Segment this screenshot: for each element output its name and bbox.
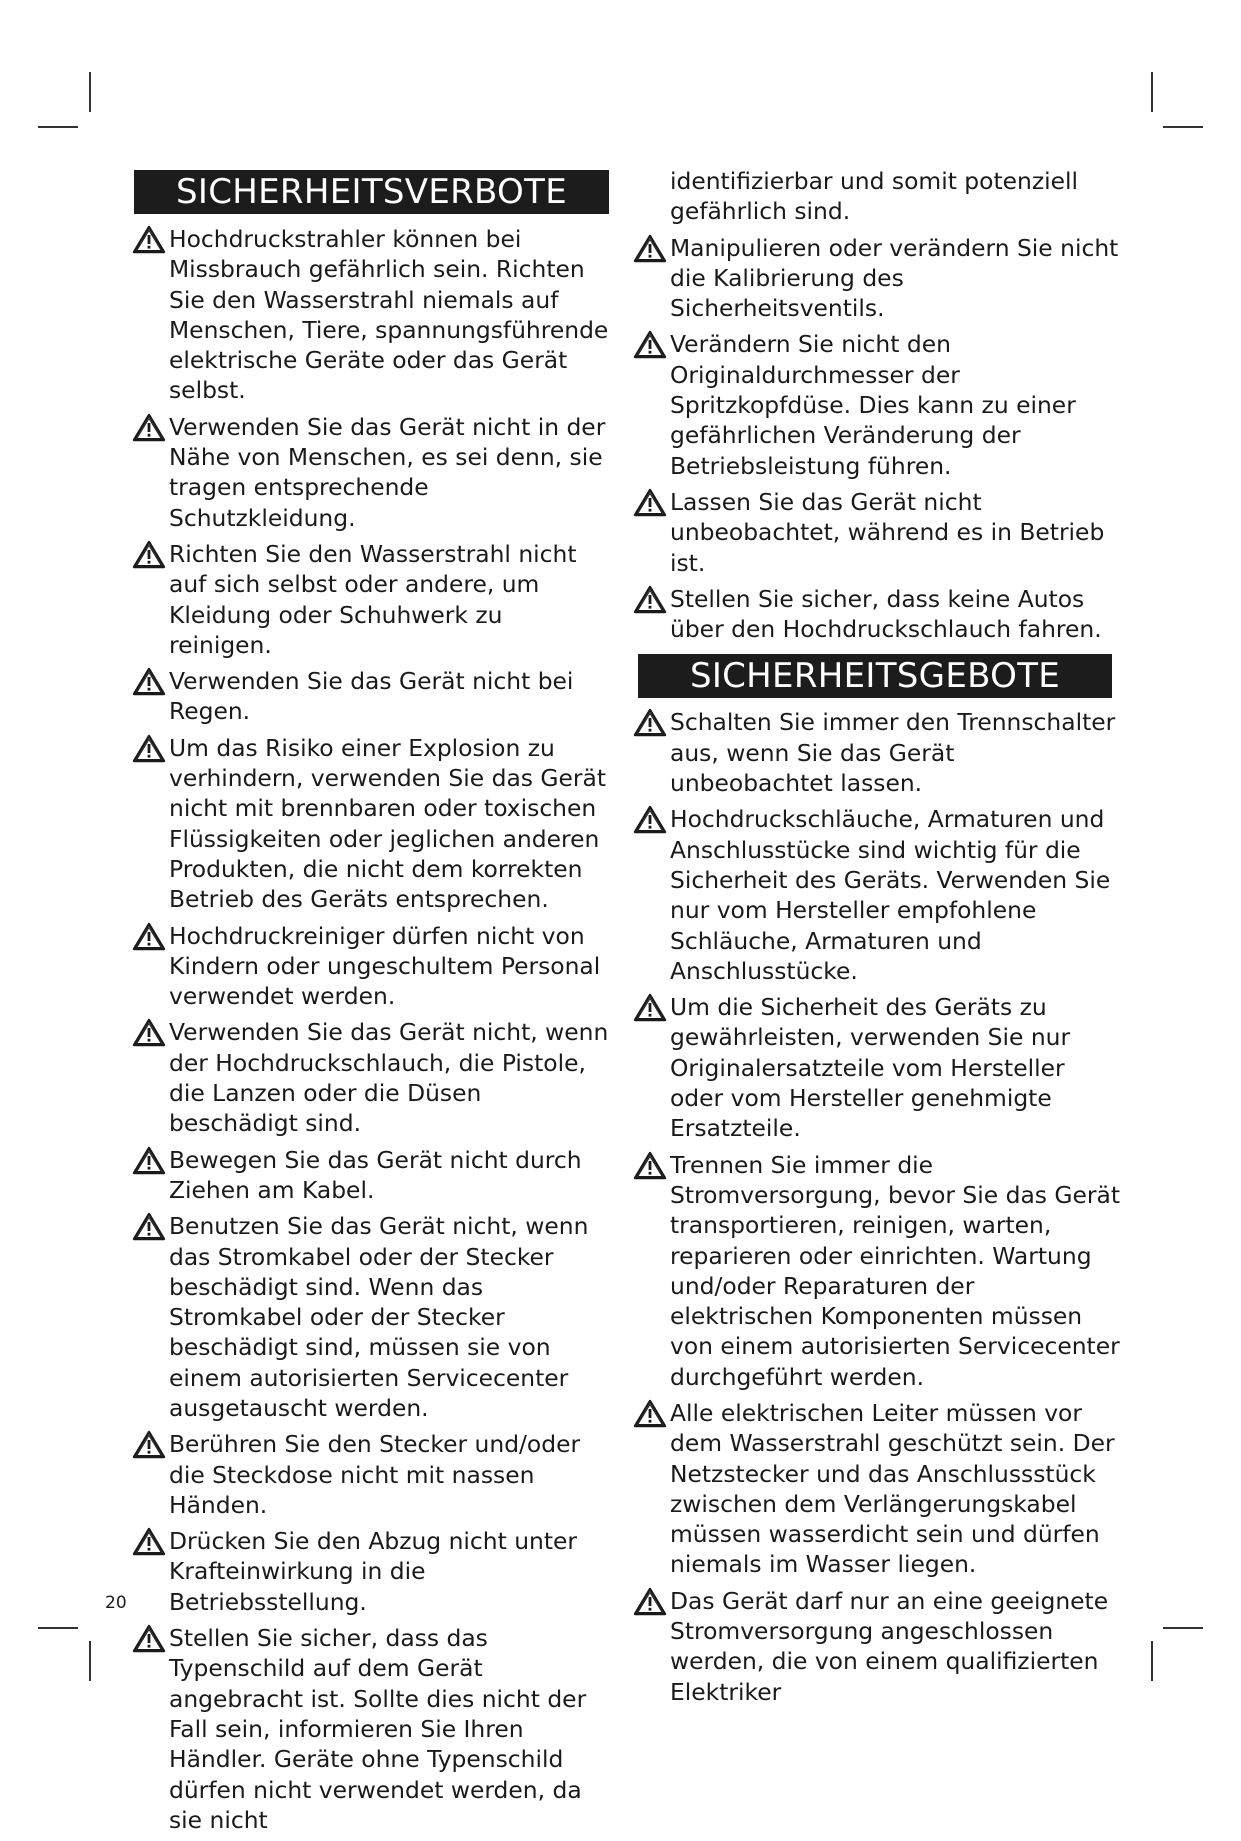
warning-item [633,1586,1123,1707]
warning-text: Verwenden Sie das Gerät nicht in der Nähe von Menschen, es sei denn, sie tragen entsprechende Schutzkleidung. [169,412,606,532]
warning-item [132,1145,612,1206]
crop-mark [89,72,91,112]
warning-text: Bewegen Sie das Gerät nicht durch Ziehen am Kabel. [169,1145,582,1204]
crop-mark [38,126,78,128]
warning-icon [633,805,667,835]
crop-mark [1151,72,1153,112]
warning-item [132,1526,612,1617]
warning-icon [633,585,667,615]
continuation-text: identifizierbar und somit potenziell gefährlich sind. [670,167,1079,226]
warning-text: Hochdruckstrahler können bei Missbrauch gefährlich sein. Richten Sie den Wasserstrahl niemals auf Menschen, Tiere, spannungsführende elektrische Geräte oder das Gerät selbst. [169,225,609,405]
warning-icon [132,225,166,255]
warning-item [132,1211,612,1423]
left-column [132,162,612,1841]
warning-text: Hochdruckreiniger dürfen nicht von Kindern oder ungeschultem Personal verwendet werden. [169,921,601,1011]
warning-icon [633,1587,667,1617]
warning-icon [132,1624,166,1654]
warning-icon [633,234,667,264]
warning-item [633,329,1123,480]
warning-text: Um die Sicherheit des Geräts zu gewährleisten, verwenden Sie nur Originalersatzteile vom Hersteller oder vom Hersteller genehmigte Ersatzteile. [670,993,1071,1143]
warning-icon [132,667,166,697]
page-number: 20 [105,1593,127,1613]
warning-icon [633,708,667,738]
crop-mark [1163,1627,1203,1629]
warning-item [633,804,1123,986]
warning-text: Schalten Sie immer den Trennschalter aus, wenn Sie das Gerät unbeobachtet lassen. [670,708,1116,798]
warning-item [132,1429,612,1520]
warning-text: Richten Sie den Wasserstrahl nicht auf sich selbst oder andere, um Kleidung oder Schuhwerk zu reinigen. [169,539,577,659]
section-title-gebote: SICHERHEITSGEBOTE [638,654,1112,698]
warning-text: Benutzen Sie das Gerät nicht, wenn das Stromkabel oder der Stecker beschädigt sind. Wenn das Stromkabel oder der Stecker beschädigt sind, müssen sie von einem autorisierten Servicecenter ausgetauscht werden. [169,1212,589,1422]
warning-text: Verändern Sie nicht den Originaldurchmesser der Spritzkopfdüse. Dies kann zu einer gefährlichen Veränderung der Betriebsleistung führen. [670,330,1076,480]
warning-icon [132,1430,166,1460]
warning-text: Stellen Sie sicher, dass das Typenschild auf dem Gerät angebracht ist. Sollte dies nicht der Fall sein, informieren Sie Ihren Händler. Geräte ohne Typenschild dürfen nicht verwendet werden, da sie nicht [169,1624,587,1834]
warning-icon [633,1399,667,1429]
warning-text: Hochdruckschläuche, Armaturen und Anschlusstücke sind wichtig für die Sicherheit des Geräts. Verwenden Sie nur vom Hersteller empfohlene Schläuche, Armaturen und Anschlusstücke. [670,805,1111,985]
warning-icon [132,1018,166,1048]
warning-text: Um das Risiko einer Explosion zu verhindern, verwenden Sie das Gerät nicht mit brennbaren oder toxischen Flüssigkeiten oder jeglichen anderen Produkten, die nicht dem korrekten Betrieb des Geräts entsprechen. [169,733,607,914]
warning-text: Verwenden Sie das Gerät nicht bei Regen. [169,667,574,726]
warning-text: Berühren Sie den Stecker und/oder die Steckdose nicht mit nassen Händen. [169,1430,581,1519]
warning-text: Trennen Sie immer die Stromversorgung, bevor Sie das Gerät transportieren, reinigen, warten, reparieren oder einrichten. Wartung und/oder Reparaturen der elektrischen Komponenten müssen von einem autorisierten Servicecenter durchgeführt werden. [670,1150,1121,1391]
warning-text: Das Gerät darf nur an eine geeignete Stromversorgung angeschlossen werden, die von einem qualifizierten Elektriker [670,1586,1109,1706]
warning-icon [132,734,166,764]
warning-text: Lassen Sie das Gerät nicht unbeobachtet, während es in Betrieb ist. [670,487,1105,577]
warning-item [633,233,1123,324]
warning-icon [633,488,667,518]
warning-item [633,584,1123,645]
warning-text: Drücken Sie den Abzug nicht unter Krafteinwirkung in die Betriebsstellung. [169,1527,578,1616]
warning-item [633,992,1123,1143]
crop-mark [38,1627,78,1629]
warning-item [132,921,612,1012]
crop-mark [1163,126,1203,128]
gebote-list [633,707,1123,1707]
warning-icon [132,413,166,443]
warning-icon [633,330,667,360]
warning-item [132,1017,612,1138]
section-title-verbote: SICHERHEITSVERBOTE [134,170,609,214]
warning-item [633,1398,1123,1580]
warning-item [633,1150,1123,1392]
warning-item [132,1623,612,1835]
warning-item [633,707,1123,798]
warning-item [132,733,612,915]
right-column [633,166,1123,1713]
warning-icon [132,1527,166,1557]
warning-icon [132,540,166,570]
crop-mark [89,1641,91,1681]
warning-icon [132,922,166,952]
warning-text: Verwenden Sie das Gerät nicht, wenn der Hochdruckschlauch, die Pistole, die Lanzen oder die Düsen beschädigt sind. [169,1018,609,1138]
warning-text: Alle elektrischen Leiter müssen vor dem Wasserstrahl geschützt sein. Der Netzstecker und das Anschlussstück zwischen dem Verlängerungskabel müssen wasserdicht sein und dürfen niemals im Wasser liegen. [670,1398,1115,1579]
warning-item [132,224,612,406]
warning-icon [132,1146,166,1176]
verbote-list [132,224,612,1835]
warning-item [132,539,612,660]
warning-item [132,412,612,533]
warning-icon [633,1151,667,1181]
warning-icon [633,993,667,1023]
warning-text: Manipulieren oder verändern Sie nicht die Kalibrierung des Sicherheitsventils. [670,233,1119,323]
warning-text: Stellen Sie sicher, dass keine Autos über den Hochdruckschlauch fahren. [670,584,1102,644]
warning-item [132,666,612,727]
crop-mark [1151,1641,1153,1681]
warning-icon [132,1212,166,1242]
verbote-list-continued [633,233,1123,645]
warning-item [633,487,1123,578]
